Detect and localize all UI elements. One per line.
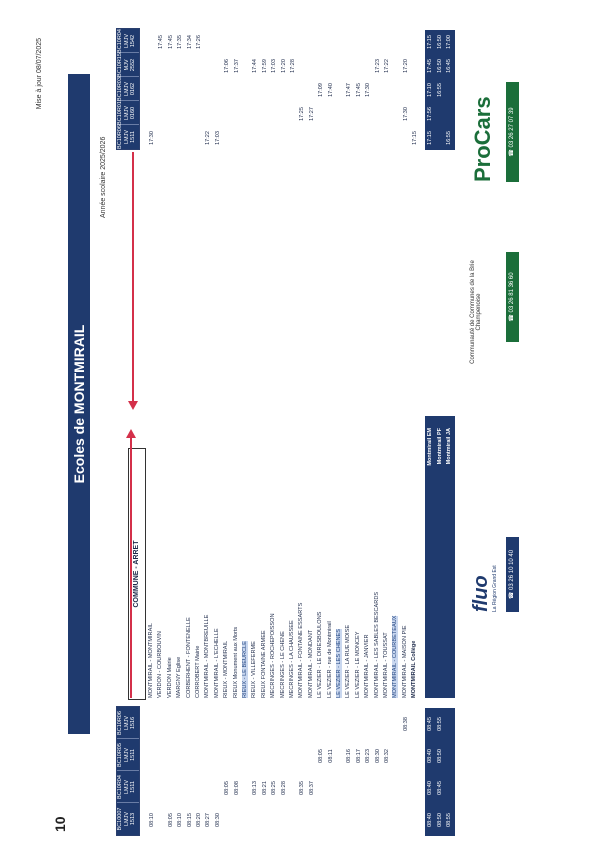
arrow-head-right [126,429,136,438]
time-cell: 08:05 [318,749,325,763]
time-cell: 17:09 [318,83,325,97]
time-cell: 08:30 [214,813,221,827]
time-cell: 17:30 [365,83,372,97]
footer-time-cell: 17:00 [446,35,452,49]
route-id: BC10R04 [117,775,123,799]
route-code: 1513 [130,812,136,826]
stop-name: RIEUX - MONTMIRAIL [223,640,230,698]
footer-time-cell: 08:50 [436,749,443,763]
route-id: BC10R04 [117,29,123,53]
time-cell: 17:26 [196,35,202,49]
stop-name: MECRINGES - LE CHENE [279,631,286,698]
time-cell: 08:05 [167,813,174,827]
time-cell: 08:17 [355,749,362,763]
time-cell: 08:11 [327,749,334,763]
left-footer [425,708,455,836]
time-cell: 17:34 [186,35,193,49]
center-footer [425,416,455,698]
time-cell: 08:37 [308,781,315,795]
stop-name: MONTMIRAIL - FONTAINE ESSARTS [298,602,305,698]
stop-name: MONTMIRAIL - TOUSSAT [383,632,389,698]
time-cell: 17:40 [327,83,334,97]
route-column-header [117,770,139,803]
time-cell: 17:20 [402,59,409,73]
time-cell: 08:25 [271,781,278,795]
right-route-header [116,28,140,150]
time-cell: 08:23 [365,749,372,763]
route-days: LMJV [123,715,130,731]
footer-time-cell: 17:10 [427,83,433,97]
route-days: LMJV [123,811,130,827]
fluo-logo-text: fluo [470,575,492,612]
fluo-logo [470,537,502,612]
stop-name: MECRINGES - LA CHAUSSEE [289,620,295,698]
stop-name: LE VEZIER - LA RUE MOISE [345,624,352,698]
time-cell: 17:45 [158,35,165,49]
footer-time-cell: 16:55 [446,131,452,145]
footer-time-cell: 17:45 [427,59,433,73]
route-code: 2552 [130,58,136,72]
time-cell: 17:23 [374,59,381,73]
fluo-phone: ☎ 03 26 10 10 40 [506,537,519,612]
footer-time-cell: 08:40 [427,749,433,763]
page-title: Ecoles de MONTMIRAIL [71,324,87,484]
footer-time-cell: 16:50 [436,35,443,49]
route-column-header [117,707,139,739]
left-route-header [116,706,140,836]
stop-name: MONTMIRAIL - MONDANT [307,629,314,698]
time-cell: 08:08 [233,781,240,795]
time-cell: 08:27 [205,813,212,827]
procars-logo [470,62,496,182]
time-cell: 17:25 [299,107,306,121]
time-cell: 17:30 [402,107,409,121]
stop-name: MONTMIRAIL - L'ECHELLE [213,628,220,698]
stop-name: MECRINGES - ROCHEPOISSON [270,613,277,698]
route-id: BC10R15 [117,53,123,77]
stop-name: LE VEZIER - rue de Montmirail [326,621,333,698]
route-code: 1542 [130,34,136,48]
stop-name: LE VEZIER - LE MONCEY [354,631,361,698]
route-column-header [117,124,139,149]
route-code: 1511 [130,749,136,761]
right-footer [425,30,455,150]
time-cell: 08:28 [280,781,287,795]
time-cell: 17:47 [346,83,353,97]
route-column-header [117,52,139,77]
procars-phone: ☎ 03 26 27 07 39 [506,82,519,182]
time-cell: 17:06 [224,59,231,73]
time-cell: 08:05 [224,781,231,795]
stop-name: MONTMIRAIL - JANVIER [364,634,371,698]
stop-name: MONTMIRAIL - LES SABLES BESCARDS [373,591,380,698]
route-column-header [117,802,139,835]
time-cell: 08:35 [299,781,306,795]
time-cell: 17:20 [280,59,287,73]
route-code: 1511 [130,131,136,143]
arrow-head-left [128,401,138,410]
arrow-right-to-left [132,152,134,402]
stop-name: MONTMIRAIL - MONTMIRAIL [148,623,154,698]
page-number: 10 [52,816,68,832]
stop-column-header: COMMUNE - ARRET [128,448,146,700]
title-bar [68,74,90,734]
route-days: LMJV [123,33,130,49]
time-cell: 17:28 [290,59,296,73]
route-id: BC10R05 [117,743,123,767]
stop-name: VERDON Mairie [166,657,173,698]
time-cell: 17:35 [177,35,184,49]
route-id: BC10007 [117,807,123,831]
route-id: BC10R06 [117,711,123,735]
footer-time-cell: 08:45 [436,781,443,795]
footer-time-cell: 17:15 [427,35,433,49]
route-code: 0160 [130,106,136,120]
footer-time-cell: 17:56 [427,107,433,121]
stop-name: VERDON - COURBOUVIN [157,631,164,698]
time-cell: 17:22 [384,59,390,73]
time-cell: 08:38 [402,717,409,731]
route-id: BC10R06 [117,125,123,149]
center-note: Communauté de Communes de la Brie Champenoise [470,260,482,364]
stop-name: MONTMIRAIL - COURBETEAUX [392,615,399,698]
route-days: LMJV [123,81,130,97]
time-cell: 08:30 [374,749,381,763]
stop-name: RIEUX - LE BEURCLE [242,641,248,698]
time-cell: 17:03 [271,59,278,73]
center-phone: ☎ 03 26 81 36 60 [506,252,519,342]
footer-time-cell: 08:55 [446,813,452,827]
route-id: BC10R01 [117,101,123,125]
procars-logo-text: ProCars [470,96,495,182]
route-code: 1511 [130,781,136,793]
time-cell: 08:10 [149,813,155,827]
stop-name: LE VEZIER - LES CHENES [336,628,342,698]
school-year: Année scolaire 2025/2026 [100,136,107,218]
time-cell: 08:10 [177,813,184,827]
time-cell: 17:45 [355,83,362,97]
route-days: LMJV [123,129,130,145]
time-cell: 17:30 [149,131,155,145]
footer-time-cell: 08:55 [436,717,443,731]
footer-time-cell: 08:50 [436,813,443,827]
stop-name: LE VEZIER - LE DIRESBOULONS [317,611,324,698]
time-cell: 17:44 [252,59,259,73]
fluo-logo-sub: La Région Grand Est [492,565,498,612]
time-cell: 17:37 [233,59,240,73]
update-note: Mise à jour 08/07/2025 [36,38,43,110]
stop-name: MONTMIRAIL Collège [411,640,418,698]
footer-time-cell: 08:45 [427,717,433,731]
time-cell: 17:45 [167,35,174,49]
time-cell: 08:32 [384,749,390,763]
route-code: 0162 [130,82,136,96]
footer-stop-name: Montmirail EM [427,428,433,466]
stop-name: MARGNY Eglise [176,656,183,698]
route-days: LMJV [123,779,130,795]
route-column-header [117,76,139,101]
time-cell: 17:59 [261,59,268,73]
time-cell: 08:16 [346,749,353,763]
route-column-header [117,29,139,53]
stop-name: RIEUX - VILLEFERME [251,641,258,698]
route-column-header [117,738,139,771]
route-days: LMJV [123,747,130,763]
footer-time-cell: 17:15 [427,131,433,145]
arrow-left-to-right [130,436,132,698]
time-cell: 08:21 [261,781,268,795]
footer-time-cell: 08:40 [427,781,433,795]
footer-time-cell: 16:45 [446,59,452,73]
footer-time-cell: 08:40 [427,813,433,827]
route-days: MJV [123,59,130,71]
stop-name: MONTMIRAIL - MONTBREUILLE [204,614,211,698]
route-column-header [117,100,139,125]
footer-stop-name: Montmirail PF [436,428,443,465]
time-cell: 17:03 [214,131,221,145]
stop-name: MONTMIRAIL - MAISON PIE [401,625,408,698]
time-cell: 17:15 [412,131,419,145]
footer-time-cell: 16:50 [436,59,443,73]
time-cell: 17:27 [308,107,315,121]
time-cell: 08:20 [196,813,202,827]
stop-name: CORROBERT Mairie [195,645,201,698]
route-code: 1516 [130,716,136,730]
footer-stop-name: Montmirail JA [446,428,452,465]
route-id: BC10R03 [117,77,123,101]
stop-name: CORBERHENT - FONTENELLE [185,617,192,698]
time-cell: 17:22 [205,131,212,145]
stop-name: RIEUX Monument aux Morts [232,626,239,698]
time-cell: 08:13 [252,781,259,795]
footer-time-cell: 16:55 [436,83,443,97]
stop-name: RIEUX FONTAINE ARMEE [260,630,267,698]
time-cell: 08:15 [186,813,193,827]
route-days: LMJV [123,105,130,121]
